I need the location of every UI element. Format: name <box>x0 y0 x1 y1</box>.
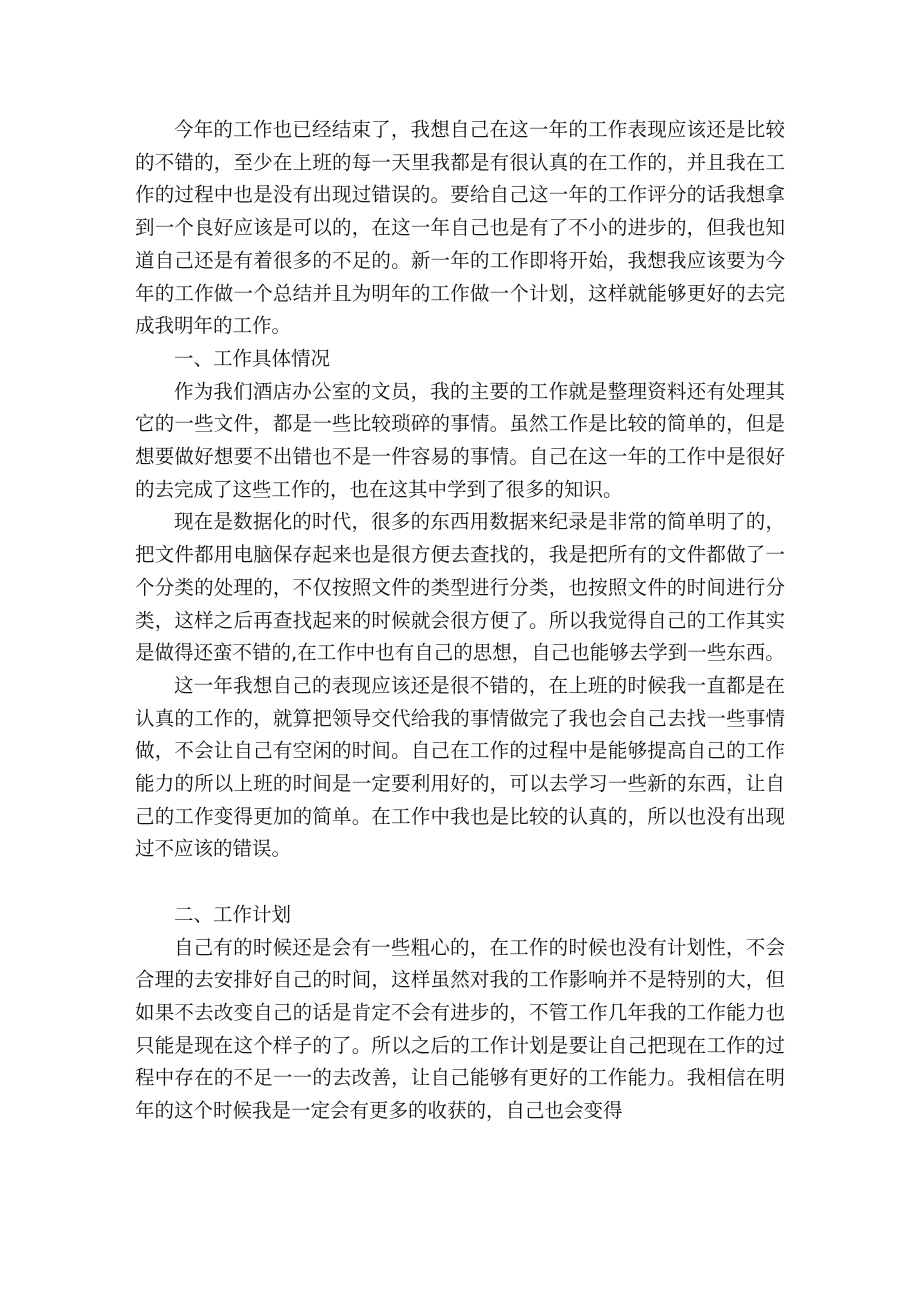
blank-line <box>135 866 785 899</box>
document-body <box>135 114 785 1128</box>
paragraph-data-era: 现在是数据化的时代，很多的东西用数据来纪录是非常的简单明了的，把文件都用电脑保存起来也是很方便去查找的，我是把所有的文件都做了一个分类的处理的，不仅按照文件的类型进行分类，也按照文件的时间进行分类，这样之后再查找起来的时候就会很方便了。所以我觉得自己的工作其实是做得还蛮不错的,在工作中也有自己的思想，自己也能够去学到一些东西。 <box>135 510 785 665</box>
section-heading-2: 二、工作计划 <box>174 902 292 926</box>
section-heading-1: 一、工作具体情况 <box>174 346 331 370</box>
paragraph-intro: 今年的工作也已经结束了，我想自己在这一年的工作表现应该还是比较的不错的，至少在上班的每一天里我都是有很认真的在工作的，并且我在工作的过程中也是没有出现过错误的。要给自己这一年的工作评分的话我想拿到一个良好应该是可以的，在这一年自己也是有了不小的进步的，但我也知道自己还是有着很多的不足的。新一年的工作即将开始，我想我应该要为今年的工作做一个总结并且为明年的工作做一个计划，这样就能够更好的去完成我明年的工作。 <box>135 118 785 338</box>
paragraph-job-role: 作为我们酒店办公室的文员，我的主要的工作就是整理资料还有处理其它的一些文件，都是一些比较琐碎的事情。虽然工作是比较的简单的，但是想要做好想要不出错也不是一件容易的事情。自己在这一年的工作中是很好的去完成了这些工作的，也在这其中学到了很多的知识。 <box>135 379 785 501</box>
paragraph-performance: 这一年我想自己的表现应该还是很不错的，在上班的时候我一直都是在认真的工作的，就算把领导交代给我的事情做完了我也会自己去找一些事情做，不会让自己有空闲的时间。自己在工作的过程中是能够提高自己的工作能力的所以上班的时间是一定要利用好的，可以去学习一些新的东西，让自己的工作变得更加的简单。在工作中我也是比较的认真的，所以也没有出现过不应该的错误。 <box>135 673 785 861</box>
paragraph-work-plan: 自己有的时候还是会有一些粗心的，在工作的时候也没有计划性，不会合理的去安排好自己的时间，这样虽然对我的工作影响并不是特别的大，但如果不去改变自己的话是肯定不会有进步的，不管工作几年我的工作能力也只能是现在这个样子的了。所以之后的工作计划是要让自己把现在工作的过程中存在的不足一一的去改善，让自己能够有更好的工作能力。我相信在明年的这个时候我是一定会有更多的收获的，自己也会变得 <box>135 935 785 1123</box>
